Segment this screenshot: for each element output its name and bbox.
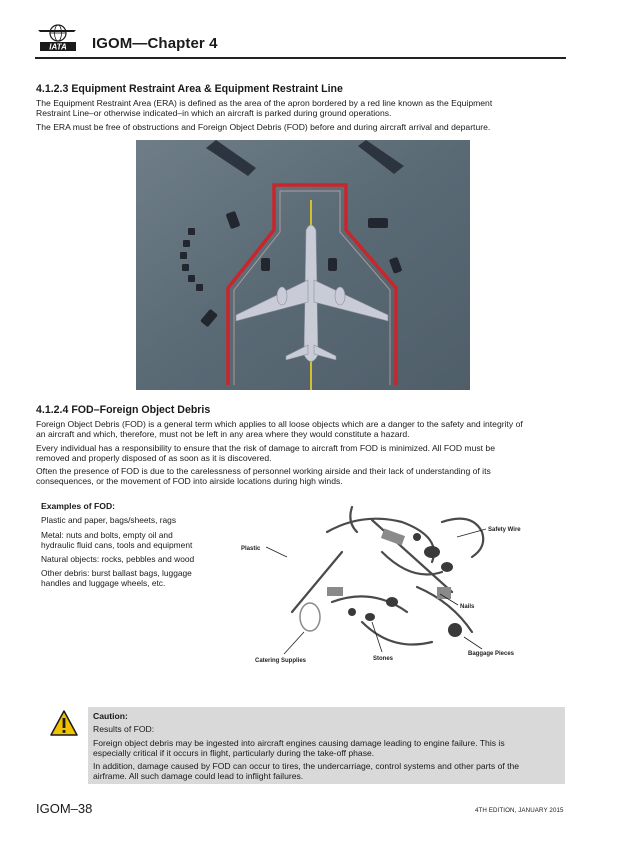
chapter-title: IGOM—Chapter 4 — [92, 35, 218, 52]
era-aerial-photo — [136, 140, 470, 390]
era-requirement: The ERA must be free of obstructions and Foreign Object Debris (FOD) before and during aircraft arrival and departure. — [36, 122, 491, 132]
era-definition-line1: The Equipment Restraint Area (ERA) is defined as the area of the apron bordered by a red line known as the Equipment — [36, 98, 493, 108]
label-baggage-pieces: Baggage Pieces — [468, 651, 515, 657]
label-safety-wire: Safety Wire — [488, 527, 521, 533]
caution-damage-line1: In addition, damage caused by FOD can occur to tires, the undercarriage, control systems and other parts of the — [93, 761, 520, 771]
section-heading-era: 4.1.2.3 Equipment Restraint Area & Equipment Restraint Line — [36, 83, 343, 95]
fod-causes-line2: consequences, or the movement of FOD into airside locations during high winds. — [36, 476, 343, 486]
label-catering-supplies: Catering Supplies — [255, 658, 307, 664]
edition-note: 4TH EDITION, JANUARY 2015 — [475, 807, 564, 814]
fod-debris-photo — [232, 492, 564, 672]
example-natural-objects: Natural objects: rocks, pebbles and wood — [41, 554, 195, 564]
caution-title: Caution: — [93, 711, 128, 721]
label-plastic: Plastic — [241, 546, 261, 552]
iata-logo — [36, 24, 80, 52]
caution-results-label: Results of FOD: — [93, 724, 155, 734]
caution-engine-line1: Foreign object debris may be ingested into aircraft engines causing damage leading to engine failure. This is — [93, 738, 505, 748]
caution-engine-line2: especially critical if it occurs in flight, particularly during the take-off phase. — [93, 748, 375, 758]
examples-title: Examples of FOD: — [41, 501, 116, 511]
caution-box — [88, 707, 565, 784]
label-nails: Nails — [460, 604, 475, 610]
example-plastic-paper: Plastic and paper, bags/sheets, rags — [41, 515, 177, 525]
fod-responsibility-line1: Every individual has a responsibility to ensure that the risk of damage to aircraft from FOD is minimized. All FOD must be — [36, 443, 495, 453]
fod-responsibility-line2: removed and properly disposed of as soon as it is discovered. — [36, 453, 272, 463]
example-other-line1: Other debris: burst ballast bags, luggage — [41, 568, 192, 578]
example-metal-line2: hydraulic fluid cans, tools and equipment — [41, 540, 193, 550]
iata-logo-text: IATA — [49, 42, 67, 52]
page-number: IGOM–38 — [36, 801, 93, 816]
fod-causes-line1: Often the presence of FOD is due to the carelessness of personnel working airside and their lack of understanding of its — [36, 466, 491, 476]
fod-definition-line1: Foreign Object Debris (FOD) is a general term which applies to all loose objects which are a danger to the safety and integrity of — [36, 419, 523, 429]
warning-triangle-icon — [50, 710, 78, 736]
caution-damage-line2: airframe. All such damage could lead to inflight failures. — [93, 771, 304, 781]
section-heading-fod: 4.1.2.4 FOD–Foreign Object Debris — [36, 404, 211, 416]
fod-definition-line2: an aircraft and which, therefore, must not be left in any area where they would constitute a hazard. — [36, 429, 410, 439]
era-definition-line2: Restraint Line–or otherwise indicated–in which an aircraft is parked during ground operations. — [36, 108, 392, 118]
example-metal-line1: Metal: nuts and bolts, empty oil and — [41, 530, 173, 540]
example-other-line2: handles and luggage wheels, etc. — [41, 578, 166, 588]
header-divider — [35, 57, 566, 59]
label-stones: Stones — [373, 656, 394, 662]
